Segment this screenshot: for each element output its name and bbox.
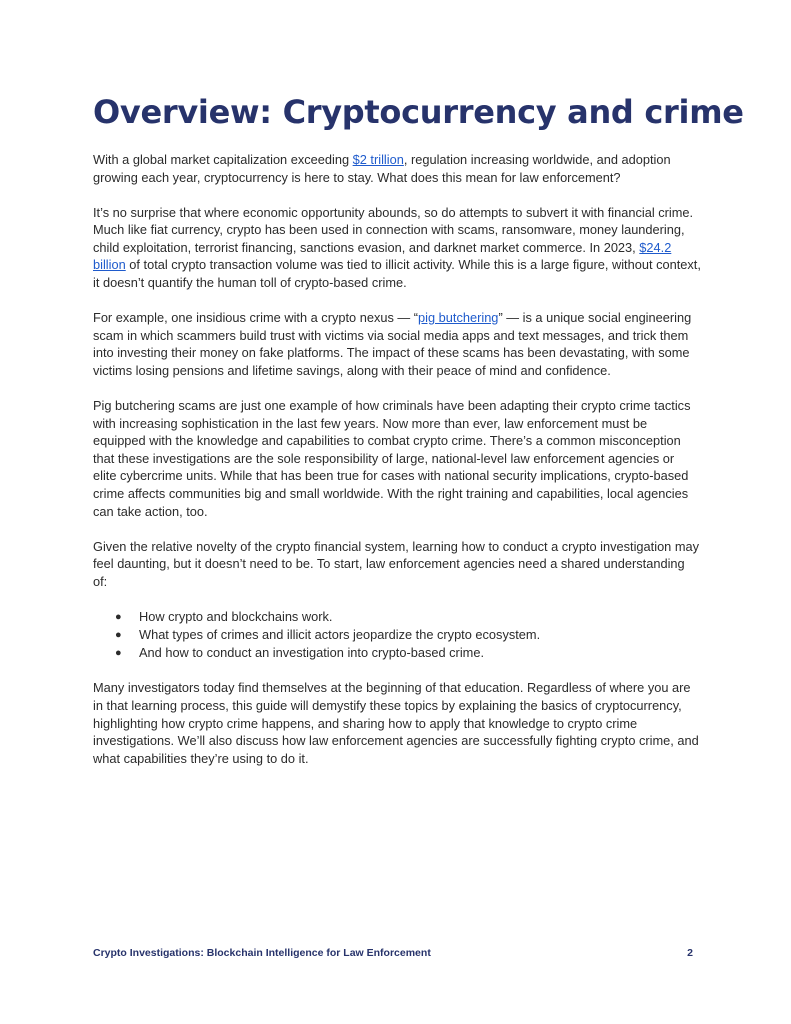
list-item [115, 644, 701, 662]
link-2-trillion[interactable]: $2 trillion [352, 152, 404, 167]
paragraph-shared-understanding: Given the relative novelty of the crypto financial system, learning how to conduct a crypto investigation may feel daunting, but it doesn’t need to be. To start, law enforcement agencies need a shared understanding of: [93, 538, 700, 589]
paragraph-text: For example, one insidious crime with a crypto nexus — “ [93, 310, 419, 326]
list-item [115, 608, 701, 626]
link-pig-butchering[interactable]: pig butchering [418, 310, 499, 326]
paragraph-text: ” — is a unique social engineering scam in which scammers build trust with victims via social media apps and text messages, and trick them into investing their money on fake platforms. The impact of these scams has been devastating, with some victims losing pensions and lifetime savings, along with their peace of mind and confidence. [93, 310, 692, 378]
list-item [115, 626, 701, 644]
bullet-icon: ● [115, 628, 122, 641]
list-item-text: What types of crimes and illicit actors jeopardize the crypto ecosystem. [139, 626, 541, 642]
list-item-text: How crypto and blockchains work. [139, 608, 333, 624]
bullet-icon: ● [115, 646, 122, 659]
page-title: Overview: Cryptocurrency and crime [93, 93, 744, 131]
paragraph-text: , regulation increasing worldwide, and adoption growing each year, cryptocurrency is here to stay. What does this mean for law enforcement? [93, 152, 671, 185]
paragraph-misconception: Pig butchering scams are just one example of how criminals have been adapting their crypto crime tactics with increasing sophistication in the last few years. Now more than ever, law enforcement must be equipped with the knowledge and capabilities to combat crypto crime. There’s a common misconception that these investigations are the sole responsibility of large, national-level law enforcement agencies or elite cybercrime units. While that has been true for cases with national security implications, crypto-based crime affects communities big and small worldwide. With the right training and capabilities, local agencies can take action, too. [93, 398, 691, 519]
bullet-list [93, 608, 701, 662]
footer-title: Crypto Investigations: Blockchain Intelligence for Law Enforcement [93, 947, 431, 959]
paragraph-pig-butchering [93, 309, 701, 379]
list-item-text: And how to conduct an investigation into crypto-based crime. [139, 644, 484, 660]
paragraph-text: With a global market capitalization exceeding [93, 152, 353, 167]
paragraph-text: of total crypto transaction volume was tied to illicit activity. While this is a large figure, without context, it doesn’t quantify the human toll of crypto-based crime. [93, 257, 701, 291]
paragraph-text: It’s no surprise that where economic opportunity abounds, so do attempts to subvert it with financial crime. Much like fiat currency, crypto has been used in connection with scams, ransomware, money laundering, child exploitation, terrorist financing, sanctions evasion, and darknet market commerce. In 2023, [93, 204, 694, 255]
link-24-billion[interactable]: $24.2 billion [93, 239, 672, 273]
document-body [93, 90, 744, 785]
paragraph-financial-crime [93, 204, 701, 292]
bullet-icon: ● [115, 610, 122, 623]
page-number: 2 [687, 947, 693, 959]
paragraph-market-cap [93, 151, 701, 186]
paragraph-guide-summary: Many investigators today find themselves at the beginning of that education. Regardless of where you are in that learning process, this guide will demystify these topics by explaining the basics of cryptocurrency, highlighting how crypto crime happens, and sharing how to apply that knowledge to crypto crime investigations. We’ll also discuss how law enforcement agencies are successfully fighting crypto crime, and what capabilities they’re using to do it. [93, 680, 699, 766]
page-footer [93, 947, 693, 959]
